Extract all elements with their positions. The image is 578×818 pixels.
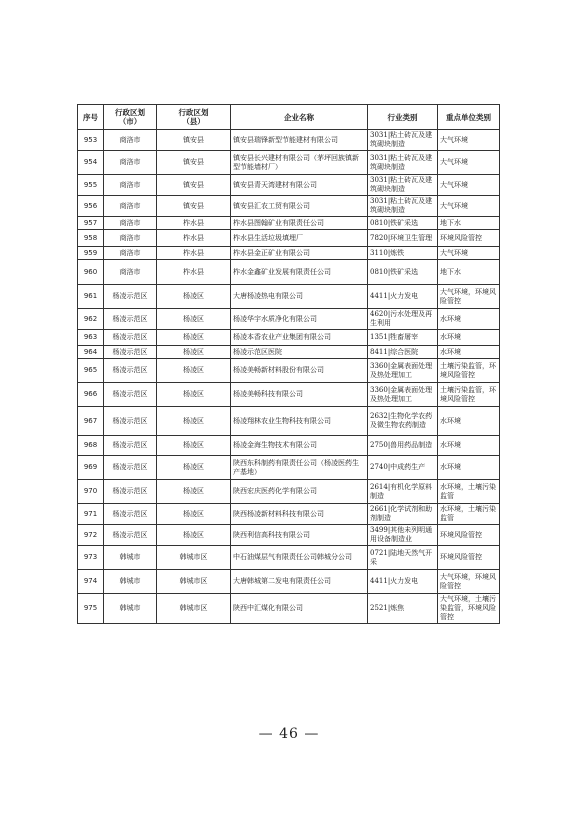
cell-industry: 2661|化学试剂和助剂制造 [368, 504, 438, 525]
cell-index: 968 [78, 436, 104, 456]
cell-county: 杨凌区 [157, 436, 231, 456]
table-row [78, 546, 500, 570]
cell-county: 杨凌区 [157, 407, 231, 436]
table-row [78, 346, 500, 359]
cell-company: 中石油煤层气有限责任公司韩城分公司 [231, 546, 368, 570]
cell-index: 955 [78, 175, 104, 196]
cell-category: 大气环境 [438, 247, 500, 260]
cell-company: 柞水县金正矿业有限公司 [231, 247, 368, 260]
cell-category: 土壤污染监管，环境风险管控 [438, 383, 500, 407]
cell-index: 969 [78, 456, 104, 480]
cell-industry: 3499|其他未列明通用设备制造业 [368, 525, 438, 546]
cell-industry: 8411|综合医院 [368, 346, 438, 359]
cell-company: 杨凌本香农业产业集团有限公司 [231, 330, 368, 346]
cell-county: 柞水县 [157, 217, 231, 230]
cell-index: 961 [78, 285, 104, 309]
cell-county: 杨凌区 [157, 525, 231, 546]
header-industry: 行业类别 [368, 105, 438, 130]
cell-company: 陕西中汇煤化有限公司 [231, 594, 368, 624]
table-body [78, 130, 500, 624]
cell-county: 柞水县 [157, 260, 231, 285]
cell-city: 杨凌示范区 [104, 504, 157, 525]
cell-county: 杨凌区 [157, 346, 231, 359]
cell-city: 商洛市 [104, 151, 157, 175]
cell-company: 镇安县瑞锋新型节能建材有限公司 [231, 130, 368, 151]
cell-category: 水环境 [438, 309, 500, 330]
cell-city: 商洛市 [104, 230, 157, 247]
cell-category: 环境风险管控 [438, 230, 500, 247]
cell-county: 柞水县 [157, 230, 231, 247]
header-company: 企业名称 [231, 105, 368, 130]
cell-company: 陕西利信高科技有限公司 [231, 525, 368, 546]
cell-city: 杨凌示范区 [104, 407, 157, 436]
cell-industry: 4411|火力发电 [368, 285, 438, 309]
cell-county: 杨凌区 [157, 359, 231, 383]
cell-industry: 3031|粘土砖瓦及建筑砌块制造 [368, 175, 438, 196]
cell-industry: 4620|污水处理及再生利用 [368, 309, 438, 330]
cell-industry: 3031|粘土砖瓦及建筑砌块制造 [368, 196, 438, 217]
header-city: 行政区划 （市） [104, 105, 157, 130]
enterprise-table [77, 104, 500, 624]
table-row [78, 330, 500, 346]
cell-city: 商洛市 [104, 175, 157, 196]
cell-index: 971 [78, 504, 104, 525]
cell-industry: 0810|铁矿采选 [368, 217, 438, 230]
cell-industry: 0810|铁矿采选 [368, 260, 438, 285]
cell-index: 954 [78, 151, 104, 175]
table-row [78, 383, 500, 407]
table-header-row [78, 105, 500, 130]
cell-county: 杨凌区 [157, 480, 231, 504]
cell-industry: 2632|生物化学农药及微生物农药制造 [368, 407, 438, 436]
cell-industry: 2614|有机化学原料制造 [368, 480, 438, 504]
cell-county: 杨凌区 [157, 383, 231, 407]
table-row [78, 480, 500, 504]
table-row [78, 130, 500, 151]
cell-city: 杨凌示范区 [104, 285, 157, 309]
cell-company: 陕西东科制药有限责任公司（杨凌医药生产基地） [231, 456, 368, 480]
cell-city: 韩城市 [104, 594, 157, 624]
cell-county: 镇安县 [157, 151, 231, 175]
header-index: 序号 [78, 105, 104, 130]
cell-city: 杨凌示范区 [104, 330, 157, 346]
cell-company: 陕西杨凌新材料科技有限公司 [231, 504, 368, 525]
table-row [78, 594, 500, 624]
header-category: 重点单位类别 [438, 105, 500, 130]
cell-industry: 3031|粘土砖瓦及建筑砌块制造 [368, 151, 438, 175]
cell-industry: 3031|粘土砖瓦及建筑砌块制造 [368, 130, 438, 151]
cell-industry: 1351|牲畜屠宰 [368, 330, 438, 346]
cell-industry: 2740|中成药生产 [368, 456, 438, 480]
cell-company: 柞水县生活垃圾填埋厂 [231, 230, 368, 247]
cell-category: 地下水 [438, 217, 500, 230]
cell-company: 大唐韩城第二发电有限责任公司 [231, 570, 368, 594]
cell-index: 973 [78, 546, 104, 570]
cell-category: 地下水 [438, 260, 500, 285]
cell-index: 972 [78, 525, 104, 546]
cell-index: 967 [78, 407, 104, 436]
cell-index: 956 [78, 196, 104, 217]
cell-category: 大气环境 [438, 196, 500, 217]
cell-index: 960 [78, 260, 104, 285]
cell-county: 杨凌区 [157, 456, 231, 480]
cell-industry: 7820|环境卫生管理 [368, 230, 438, 247]
cell-city: 杨凌示范区 [104, 359, 157, 383]
cell-company: 杨凌华宇水质净化有限公司 [231, 309, 368, 330]
cell-county: 镇安县 [157, 130, 231, 151]
cell-company: 柞水县图翰矿业有限责任公司 [231, 217, 368, 230]
cell-county: 杨凌区 [157, 504, 231, 525]
table-row [78, 196, 500, 217]
cell-company: 柞水金鑫矿业发展有限责任公司 [231, 260, 368, 285]
cell-category: 水环境，土壤污染监管 [438, 504, 500, 525]
cell-company: 杨凌示范区医院 [231, 346, 368, 359]
cell-index: 964 [78, 346, 104, 359]
cell-county: 韩城市区 [157, 594, 231, 624]
cell-index: 958 [78, 230, 104, 247]
cell-category: 大气环境，土壤污染监管，环境风险管控 [438, 594, 500, 624]
cell-index: 966 [78, 383, 104, 407]
table-row [78, 436, 500, 456]
cell-city: 杨凌示范区 [104, 346, 157, 359]
cell-category: 水环境，土壤污染监管 [438, 480, 500, 504]
cell-category: 大气环境，环境风险管控 [438, 285, 500, 309]
cell-city: 商洛市 [104, 196, 157, 217]
cell-company: 杨凌美畅科技有限公司 [231, 383, 368, 407]
cell-index: 965 [78, 359, 104, 383]
cell-city: 商洛市 [104, 130, 157, 151]
cell-category: 环境风险管控 [438, 546, 500, 570]
table-row [78, 456, 500, 480]
cell-industry: 0721|陆地天然气开采 [368, 546, 438, 570]
cell-index: 975 [78, 594, 104, 624]
table-row [78, 260, 500, 285]
cell-category: 水环境 [438, 330, 500, 346]
cell-company: 杨凌美畅新材料股份有限公司 [231, 359, 368, 383]
header-county: 行政区划 （县） [157, 105, 231, 130]
cell-city: 韩城市 [104, 546, 157, 570]
cell-category: 水环境 [438, 456, 500, 480]
cell-company: 大唐杨凌热电有限公司 [231, 285, 368, 309]
cell-company: 镇安县汇农工贸有限公司 [231, 196, 368, 217]
cell-company: 陕西宏庆医药化学有限公司 [231, 480, 368, 504]
table-row [78, 175, 500, 196]
cell-category: 水环境 [438, 436, 500, 456]
table-row [78, 407, 500, 436]
table-row [78, 504, 500, 525]
cell-city: 杨凌示范区 [104, 436, 157, 456]
cell-industry: 4411|火力发电 [368, 570, 438, 594]
cell-industry: 3360|金属表面处理及热处理加工 [368, 359, 438, 383]
cell-county: 镇安县 [157, 175, 231, 196]
page-number: — 46 — [258, 726, 320, 742]
cell-category: 大气环境 [438, 175, 500, 196]
cell-industry: 2521|炼焦 [368, 594, 438, 624]
cell-index: 970 [78, 480, 104, 504]
cell-city: 杨凌示范区 [104, 480, 157, 504]
table-row [78, 247, 500, 260]
cell-company: 镇安县长兴建材有限公司（茅坪回族镇新型节能墙材厂） [231, 151, 368, 175]
cell-company: 杨凌金海生物技术有限公司 [231, 436, 368, 456]
cell-county: 杨凌区 [157, 285, 231, 309]
table-row [78, 285, 500, 309]
table-row [78, 570, 500, 594]
cell-company: 镇安县青天湾建材有限公司 [231, 175, 368, 196]
cell-county: 韩城市区 [157, 546, 231, 570]
table-row [78, 525, 500, 546]
cell-index: 963 [78, 330, 104, 346]
cell-category: 水环境 [438, 407, 500, 436]
cell-index: 962 [78, 309, 104, 330]
cell-company: 杨凌翔林农业生物科技有限公司 [231, 407, 368, 436]
cell-index: 974 [78, 570, 104, 594]
cell-category: 环境风险管控 [438, 525, 500, 546]
cell-category: 土壤污染监管，环境风险管控 [438, 359, 500, 383]
cell-county: 杨凌区 [157, 309, 231, 330]
cell-industry: 3360|金属表面处理及热处理加工 [368, 383, 438, 407]
cell-category: 水环境 [438, 346, 500, 359]
table-row [78, 217, 500, 230]
cell-county: 韩城市区 [157, 570, 231, 594]
cell-city: 商洛市 [104, 217, 157, 230]
table-row [78, 151, 500, 175]
cell-category: 大气环境 [438, 130, 500, 151]
cell-city: 杨凌示范区 [104, 525, 157, 546]
table-row [78, 359, 500, 383]
cell-industry: 3110|炼铁 [368, 247, 438, 260]
cell-city: 杨凌示范区 [104, 383, 157, 407]
table-row [78, 230, 500, 247]
cell-county: 杨凌区 [157, 330, 231, 346]
cell-city: 韩城市 [104, 570, 157, 594]
cell-city: 商洛市 [104, 260, 157, 285]
cell-county: 柞水县 [157, 247, 231, 260]
cell-category: 大气环境 [438, 151, 500, 175]
cell-city: 商洛市 [104, 247, 157, 260]
cell-category: 大气环境，环境风险管控 [438, 570, 500, 594]
cell-county: 镇安县 [157, 196, 231, 217]
cell-index: 959 [78, 247, 104, 260]
cell-industry: 2750|兽用药品制造 [368, 436, 438, 456]
cell-city: 杨凌示范区 [104, 309, 157, 330]
cell-city: 杨凌示范区 [104, 456, 157, 480]
cell-index: 953 [78, 130, 104, 151]
table-row [78, 309, 500, 330]
cell-index: 957 [78, 217, 104, 230]
